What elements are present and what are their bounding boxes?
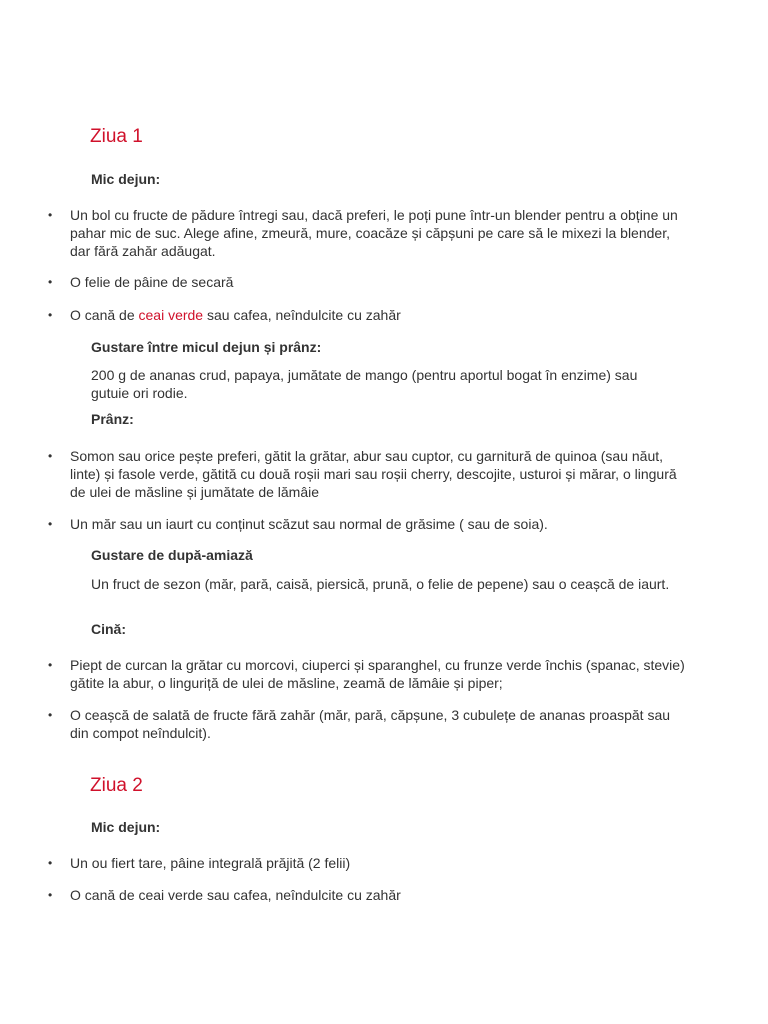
bullet: •	[48, 517, 53, 531]
bullet: •	[48, 449, 53, 463]
dinner-heading: Cină:	[91, 621, 126, 637]
list-item	[48, 447, 690, 501]
day-2-title: Ziua 2	[90, 775, 143, 796]
bullet: •	[48, 708, 53, 722]
list-item	[48, 854, 690, 872]
list-item-text: Un bol cu fructe de pădure întregi sau, dacă preferi, le poți pune într-un blender pentru a obține un pahar mic de suc. Alege afine, zmeură, mure, coacăze și căpșuni pe care să le mixezi la blender, dar fără zahăr adăugat.	[70, 207, 678, 259]
afternoon-snack-heading: Gustare de după-amiază	[91, 547, 253, 563]
list-item-text: O felie de pâine de secară	[70, 274, 234, 290]
list-item-text: Somon sau orice pește preferi, gătit la grătar, abur sau cuptor, cu garnitură de quinoa (sau năut, linte) și fasole verde, gătită cu două roșii mari sau roșii cherry, descojite, usturoi și mărar, o lingură de ulei de măsline și jumătate de lămâie	[70, 448, 677, 500]
list-item-text: O ceașcă de salată de fructe fără zahăr (măr, pară, căpșune, 3 cubulețe de ananas proaspăt sau din compot neîndulcit).	[70, 707, 671, 741]
list-item	[48, 886, 690, 904]
day-1-title: Ziua 1	[90, 126, 143, 147]
list-item-text: Un măr sau un iaurt cu conținut scăzut sau normal de grăsime ( sau de soia).	[70, 516, 548, 532]
green-tea-link[interactable]: ceai verde	[138, 307, 204, 323]
list-item-text-before: O cană de	[70, 307, 139, 323]
morning-snack-heading: Gustare între micul dejun și prânz:	[91, 339, 322, 355]
bullet: •	[48, 308, 53, 322]
bullet: •	[48, 658, 53, 672]
bullet: •	[48, 275, 53, 289]
list-item	[48, 706, 690, 742]
lunch-heading: Prânz:	[91, 411, 134, 427]
list-item	[48, 273, 690, 291]
list-item	[48, 656, 690, 692]
bullet: •	[48, 208, 53, 222]
list-item-text: Piept de curcan la grătar cu morcovi, ciuperci și sparanghel, cu frunze verde închis (spanac, stevie) gătite la abur, o linguriță de ulei de măsline, zeamă de lămâie și piper;	[70, 657, 685, 691]
list-item	[48, 515, 690, 533]
morning-snack-text: 200 g de ananas crud, papaya, jumătate de mango (pentru aportul bogat în enzime) sau gutuie ori rodie.	[91, 367, 638, 401]
bullet: •	[48, 888, 53, 902]
day-2-breakfast-heading: Mic dejun:	[91, 819, 161, 835]
bullet: •	[48, 856, 53, 870]
list-item-text: O cană de ceai verde sau cafea, neîndulcite cu zahăr	[70, 887, 401, 903]
day-1-breakfast-heading: Mic dejun:	[91, 171, 161, 187]
list-item	[48, 206, 690, 260]
list-item	[48, 306, 690, 324]
list-item-text: Un ou fiert tare, pâine integrală prăjită (2 felii)	[70, 855, 351, 871]
afternoon-snack-text: Un fruct de sezon (măr, pară, caisă, piersică, prună, o felie de pepene) sau o ceașcă de iaurt.	[91, 576, 670, 592]
list-item-text-after: sau cafea, neîndulcite cu zahăr	[203, 307, 401, 323]
